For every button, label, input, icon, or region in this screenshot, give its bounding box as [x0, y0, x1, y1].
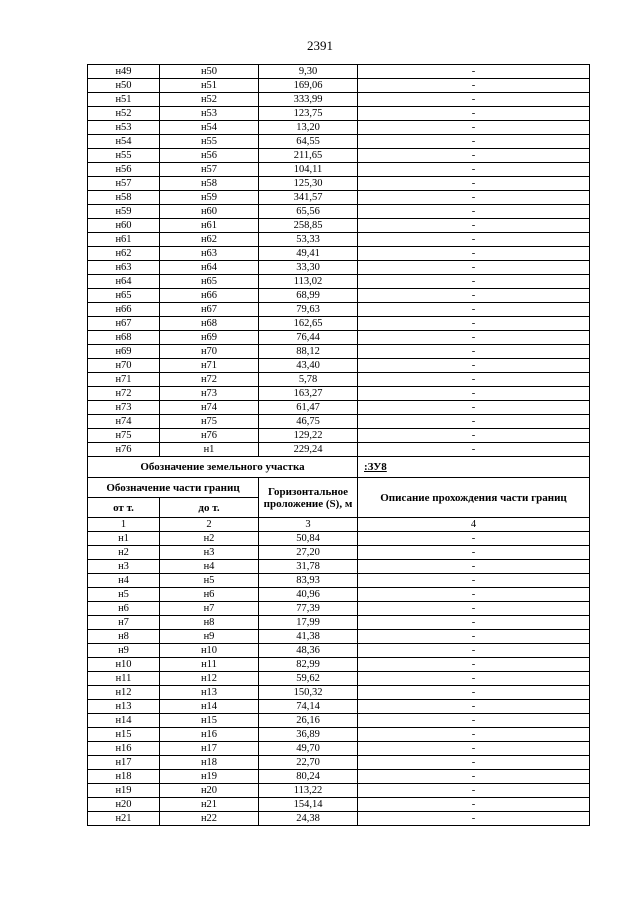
to-point: н8 — [160, 616, 259, 630]
from-point: н16 — [88, 742, 160, 756]
distance: 104,11 — [259, 163, 358, 177]
distance: 50,84 — [259, 532, 358, 546]
from-point: н20 — [88, 798, 160, 812]
to-point: н65 — [160, 275, 259, 289]
table-row — [88, 658, 590, 672]
distance: 129,22 — [259, 429, 358, 443]
from-point: н5 — [88, 588, 160, 602]
to-point: н53 — [160, 107, 259, 121]
description: - — [358, 107, 590, 121]
description: - — [358, 135, 590, 149]
to-point: н76 — [160, 429, 259, 443]
from-point: н65 — [88, 289, 160, 303]
description: - — [358, 784, 590, 798]
table-row — [88, 560, 590, 574]
description: - — [358, 812, 590, 826]
from-point: н11 — [88, 672, 160, 686]
description: - — [358, 560, 590, 574]
col-number: 2 — [160, 518, 259, 532]
distance: 48,36 — [259, 644, 358, 658]
description: - — [358, 93, 590, 107]
description: - — [358, 317, 590, 331]
distance: 123,75 — [259, 107, 358, 121]
to-point: н52 — [160, 93, 259, 107]
distance: 258,85 — [259, 219, 358, 233]
table-row — [88, 219, 590, 233]
from-point: н4 — [88, 574, 160, 588]
to-point: н67 — [160, 303, 259, 317]
distance: 36,89 — [259, 728, 358, 742]
distance: 113,22 — [259, 784, 358, 798]
description: - — [358, 205, 590, 219]
to-point: н16 — [160, 728, 259, 742]
distance: 80,24 — [259, 770, 358, 784]
distance: 53,33 — [259, 233, 358, 247]
from-point: н56 — [88, 163, 160, 177]
from-point: н63 — [88, 261, 160, 275]
from-point: н51 — [88, 93, 160, 107]
distance: 211,65 — [259, 149, 358, 163]
description: - — [358, 275, 590, 289]
description: - — [358, 261, 590, 275]
distance: 49,70 — [259, 742, 358, 756]
table-row — [88, 672, 590, 686]
from-point: н64 — [88, 275, 160, 289]
to-point: н58 — [160, 177, 259, 191]
distance: 76,44 — [259, 331, 358, 345]
to-point: н18 — [160, 756, 259, 770]
from-point: н55 — [88, 149, 160, 163]
to-point: н10 — [160, 644, 259, 658]
description: - — [358, 233, 590, 247]
table-row — [88, 359, 590, 373]
from-point: н19 — [88, 784, 160, 798]
from-point: н13 — [88, 700, 160, 714]
description: - — [358, 728, 590, 742]
to-point: н75 — [160, 415, 259, 429]
col-number: 1 — [88, 518, 160, 532]
to-point: н55 — [160, 135, 259, 149]
description: - — [358, 65, 590, 79]
to-point: н62 — [160, 233, 259, 247]
to-point: н3 — [160, 546, 259, 560]
to-point: н68 — [160, 317, 259, 331]
from-point: н49 — [88, 65, 160, 79]
distance: 9,30 — [259, 65, 358, 79]
table-row — [88, 79, 590, 93]
distance: 77,39 — [259, 602, 358, 616]
description: - — [358, 387, 590, 401]
table-row — [88, 177, 590, 191]
distance: 33,30 — [259, 261, 358, 275]
description: - — [358, 177, 590, 191]
boundary-rows-bottom — [88, 532, 590, 826]
from-point: н67 — [88, 317, 160, 331]
table-row — [88, 630, 590, 644]
table-row — [88, 415, 590, 429]
to-point: н13 — [160, 686, 259, 700]
distance: 125,30 — [259, 177, 358, 191]
description: - — [358, 149, 590, 163]
description: - — [358, 373, 590, 387]
description: - — [358, 191, 590, 205]
distance: 341,57 — [259, 191, 358, 205]
to-point: н66 — [160, 289, 259, 303]
table-row — [88, 714, 590, 728]
to-point: н64 — [160, 261, 259, 275]
distance: 333,99 — [259, 93, 358, 107]
from-point: н62 — [88, 247, 160, 261]
description: - — [358, 163, 590, 177]
description: - — [358, 644, 590, 658]
from-point: н54 — [88, 135, 160, 149]
distance: 64,55 — [259, 135, 358, 149]
from-point: н17 — [88, 756, 160, 770]
description: - — [358, 756, 590, 770]
from-point: н10 — [88, 658, 160, 672]
table-row — [88, 429, 590, 443]
description: - — [358, 630, 590, 644]
distance: 59,62 — [259, 672, 358, 686]
table-row — [88, 644, 590, 658]
table-row — [88, 387, 590, 401]
description: - — [358, 672, 590, 686]
to-point: н69 — [160, 331, 259, 345]
to-point: н5 — [160, 574, 259, 588]
from-point: н69 — [88, 345, 160, 359]
from-point: н14 — [88, 714, 160, 728]
from-point: н53 — [88, 121, 160, 135]
description: - — [358, 429, 590, 443]
parcel-value: :ЗУ8 — [358, 457, 590, 478]
distance: 113,02 — [259, 275, 358, 289]
description: - — [358, 401, 590, 415]
to-point: н7 — [160, 602, 259, 616]
distance: 49,41 — [259, 247, 358, 261]
description: - — [358, 588, 590, 602]
distance: 229,24 — [259, 443, 358, 457]
table-row — [88, 686, 590, 700]
to-point: н11 — [160, 658, 259, 672]
col-number: 4 — [358, 518, 590, 532]
from-point: н71 — [88, 373, 160, 387]
table-row — [88, 331, 590, 345]
from-point: н58 — [88, 191, 160, 205]
table-row — [88, 373, 590, 387]
table-row — [88, 784, 590, 798]
description: - — [358, 359, 590, 373]
description: - — [358, 121, 590, 135]
from-point: н52 — [88, 107, 160, 121]
table-row — [88, 532, 590, 546]
description: - — [358, 289, 590, 303]
table-row — [88, 205, 590, 219]
from-point: н68 — [88, 331, 160, 345]
distance: 162,65 — [259, 317, 358, 331]
description: - — [358, 714, 590, 728]
from-point: н2 — [88, 546, 160, 560]
distance: 5,78 — [259, 373, 358, 387]
table-row — [88, 107, 590, 121]
to-point: н51 — [160, 79, 259, 93]
distance: 74,14 — [259, 700, 358, 714]
from-point: н3 — [88, 560, 160, 574]
from-point: н57 — [88, 177, 160, 191]
to-point: н20 — [160, 784, 259, 798]
distance: 22,70 — [259, 756, 358, 770]
description: - — [358, 331, 590, 345]
description: - — [358, 79, 590, 93]
distance: 27,20 — [259, 546, 358, 560]
from-point: н1 — [88, 532, 160, 546]
distance: 43,40 — [259, 359, 358, 373]
description: - — [358, 247, 590, 261]
from-point: н18 — [88, 770, 160, 784]
header-s: Горизонтальное проложение (S), м — [259, 478, 358, 518]
to-point: н59 — [160, 191, 259, 205]
from-point: н50 — [88, 79, 160, 93]
to-point: н60 — [160, 205, 259, 219]
distance: 83,93 — [259, 574, 358, 588]
from-point: н59 — [88, 205, 160, 219]
table-row — [88, 65, 590, 79]
to-point: н22 — [160, 812, 259, 826]
table-row — [88, 770, 590, 784]
col-number: 3 — [259, 518, 358, 532]
to-point: н2 — [160, 532, 259, 546]
from-point: н76 — [88, 443, 160, 457]
from-point: н70 — [88, 359, 160, 373]
distance: 79,63 — [259, 303, 358, 317]
description: - — [358, 219, 590, 233]
from-point: н8 — [88, 630, 160, 644]
table-row — [88, 93, 590, 107]
from-point: н60 — [88, 219, 160, 233]
distance: 26,16 — [259, 714, 358, 728]
table-row — [88, 303, 590, 317]
to-point: н56 — [160, 149, 259, 163]
to-point: н6 — [160, 588, 259, 602]
from-point: н73 — [88, 401, 160, 415]
distance: 68,99 — [259, 289, 358, 303]
parcel-label: Обозначение земельного участка — [88, 457, 358, 478]
distance: 41,38 — [259, 630, 358, 644]
distance: 24,38 — [259, 812, 358, 826]
to-point: н17 — [160, 742, 259, 756]
table-row — [88, 812, 590, 826]
to-point: н72 — [160, 373, 259, 387]
table-row — [88, 700, 590, 714]
boundary-rows-top — [88, 65, 590, 457]
table-row — [88, 191, 590, 205]
to-point: н63 — [160, 247, 259, 261]
section-header — [88, 457, 590, 532]
table-row — [88, 574, 590, 588]
table-row — [88, 728, 590, 742]
description: - — [358, 770, 590, 784]
table-row — [88, 616, 590, 630]
from-point: н12 — [88, 686, 160, 700]
table-row — [88, 247, 590, 261]
table-row — [88, 317, 590, 331]
table-row — [88, 149, 590, 163]
distance: 46,75 — [259, 415, 358, 429]
to-point: н54 — [160, 121, 259, 135]
to-point: н19 — [160, 770, 259, 784]
description: - — [358, 303, 590, 317]
to-point: н14 — [160, 700, 259, 714]
table-row — [88, 345, 590, 359]
table-row — [88, 588, 590, 602]
from-point: н75 — [88, 429, 160, 443]
distance: 13,20 — [259, 121, 358, 135]
description: - — [358, 700, 590, 714]
from-point: н66 — [88, 303, 160, 317]
header-to: до т. — [160, 498, 259, 518]
to-point: н70 — [160, 345, 259, 359]
from-point: н74 — [88, 415, 160, 429]
from-point: н72 — [88, 387, 160, 401]
distance: 150,32 — [259, 686, 358, 700]
to-point: н1 — [160, 443, 259, 457]
from-point: н6 — [88, 602, 160, 616]
boundary-table — [87, 64, 590, 826]
table-row — [88, 275, 590, 289]
table-row — [88, 261, 590, 275]
page-number: 2391 — [307, 38, 333, 53]
from-point: н9 — [88, 644, 160, 658]
table-row — [88, 756, 590, 770]
header-part: Обозначение части границ — [88, 478, 259, 498]
description: - — [358, 415, 590, 429]
from-point: н21 — [88, 812, 160, 826]
distance: 82,99 — [259, 658, 358, 672]
to-point: н71 — [160, 359, 259, 373]
distance: 163,27 — [259, 387, 358, 401]
description: - — [358, 546, 590, 560]
description: - — [358, 798, 590, 812]
table-row — [88, 135, 590, 149]
distance: 31,78 — [259, 560, 358, 574]
to-point: н73 — [160, 387, 259, 401]
table-row — [88, 401, 590, 415]
to-point: н74 — [160, 401, 259, 415]
distance: 169,06 — [259, 79, 358, 93]
to-point: н50 — [160, 65, 259, 79]
table-row — [88, 602, 590, 616]
table-row — [88, 289, 590, 303]
table-row — [88, 163, 590, 177]
distance: 40,96 — [259, 588, 358, 602]
to-point: н57 — [160, 163, 259, 177]
distance: 65,56 — [259, 205, 358, 219]
to-point: н9 — [160, 630, 259, 644]
table-row — [88, 742, 590, 756]
to-point: н61 — [160, 219, 259, 233]
table-row — [88, 798, 590, 812]
to-point: н4 — [160, 560, 259, 574]
to-point: н15 — [160, 714, 259, 728]
description: - — [358, 345, 590, 359]
from-point: н7 — [88, 616, 160, 630]
distance: 61,47 — [259, 401, 358, 415]
table-row — [88, 233, 590, 247]
distance: 154,14 — [259, 798, 358, 812]
distance: 17,99 — [259, 616, 358, 630]
to-point: н21 — [160, 798, 259, 812]
description: - — [358, 742, 590, 756]
description: - — [358, 602, 590, 616]
description: - — [358, 686, 590, 700]
description: - — [358, 574, 590, 588]
description: - — [358, 616, 590, 630]
header-from: от т. — [88, 498, 160, 518]
from-point: н15 — [88, 728, 160, 742]
to-point: н12 — [160, 672, 259, 686]
table-row — [88, 546, 590, 560]
description: - — [358, 658, 590, 672]
description: - — [358, 443, 590, 457]
description: - — [358, 532, 590, 546]
header-desc: Описание прохождения части границ — [358, 478, 590, 518]
table-row — [88, 443, 590, 457]
table-row — [88, 121, 590, 135]
distance: 88,12 — [259, 345, 358, 359]
from-point: н61 — [88, 233, 160, 247]
